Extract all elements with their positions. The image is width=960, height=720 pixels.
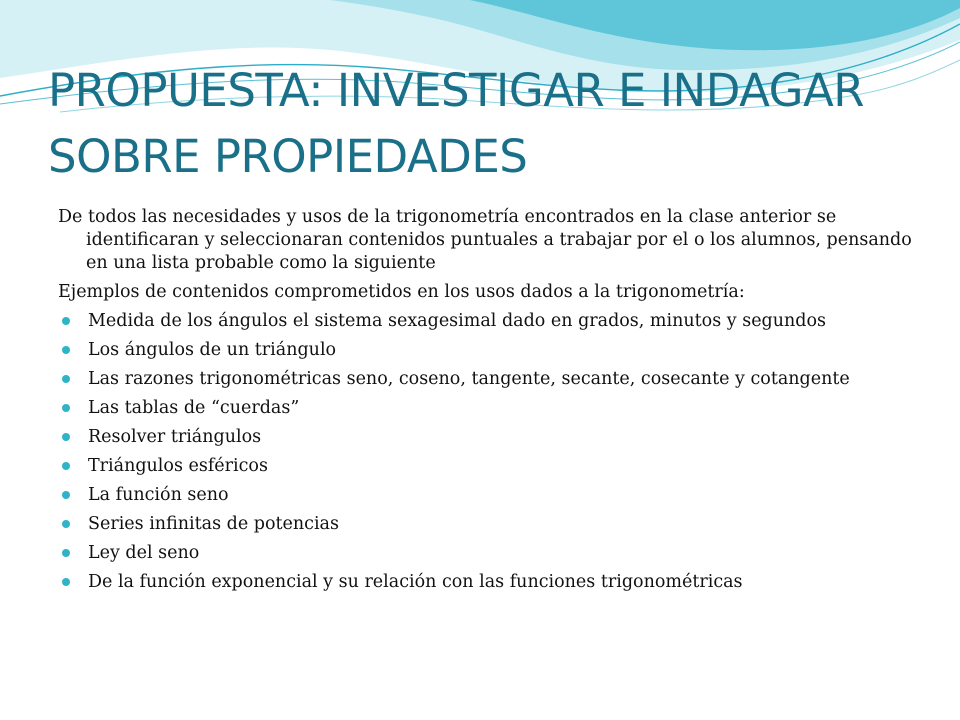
- list-item-text: Triángulos esféricos: [88, 456, 268, 476]
- bullet-icon: [62, 520, 70, 528]
- bullet-icon: [62, 549, 70, 557]
- list-item: [58, 368, 918, 390]
- list-item: [58, 426, 918, 448]
- list-item-text: De la función exponencial y su relación con las funciones trigonométricas: [88, 572, 743, 592]
- list-item-text: La función seno: [88, 485, 229, 505]
- list-item: [58, 542, 918, 564]
- list-item-text: Series infinitas de potencias: [88, 514, 339, 534]
- bullet-icon: [62, 578, 70, 586]
- list-item: [58, 339, 918, 361]
- list-item-text: Los ángulos de un triángulo: [88, 340, 337, 360]
- list-item-text: Las razones trigonométricas seno, coseno, tangente, secante, cosecante y cotangente: [88, 369, 850, 389]
- intro-paragraph: De todos las necesidades y usos de la trigonometría encontrados en la clase anterior se identificaran y seleccionaran contenidos puntuales a trabajar por el o los alumnos, pensando en una lista probable como la siguiente: [58, 207, 912, 273]
- slide-title: PROPUESTA: INVESTIGAR E INDAGAR SOBRE PROPIEDADES: [48, 64, 864, 183]
- bullet-icon: [62, 491, 70, 499]
- bullet-icon: [62, 375, 70, 383]
- list-item: [58, 571, 918, 593]
- list-item: [58, 513, 918, 535]
- list-item: [58, 455, 918, 477]
- slide-body: [58, 206, 918, 600]
- list-item: [58, 484, 918, 506]
- list-item-text: Ley del seno: [88, 543, 200, 563]
- bullet-icon: [62, 346, 70, 354]
- examples-heading: Ejemplos de contenidos comprometidos en los usos dados a la trigonometría:: [58, 282, 745, 302]
- bullet-icon: [62, 317, 70, 325]
- bullet-icon: [62, 433, 70, 441]
- bullet-icon: [62, 462, 70, 470]
- list-item: [58, 397, 918, 419]
- list-item-text: Las tablas de “cuerdas”: [88, 398, 300, 418]
- bullet-icon: [62, 404, 70, 412]
- list-item: [58, 310, 918, 332]
- list-item-text: Medida de los ángulos el sistema sexagesimal dado en grados, minutos y segundos: [88, 311, 827, 331]
- list-item-text: Resolver triángulos: [88, 427, 262, 447]
- topic-list: [58, 310, 918, 593]
